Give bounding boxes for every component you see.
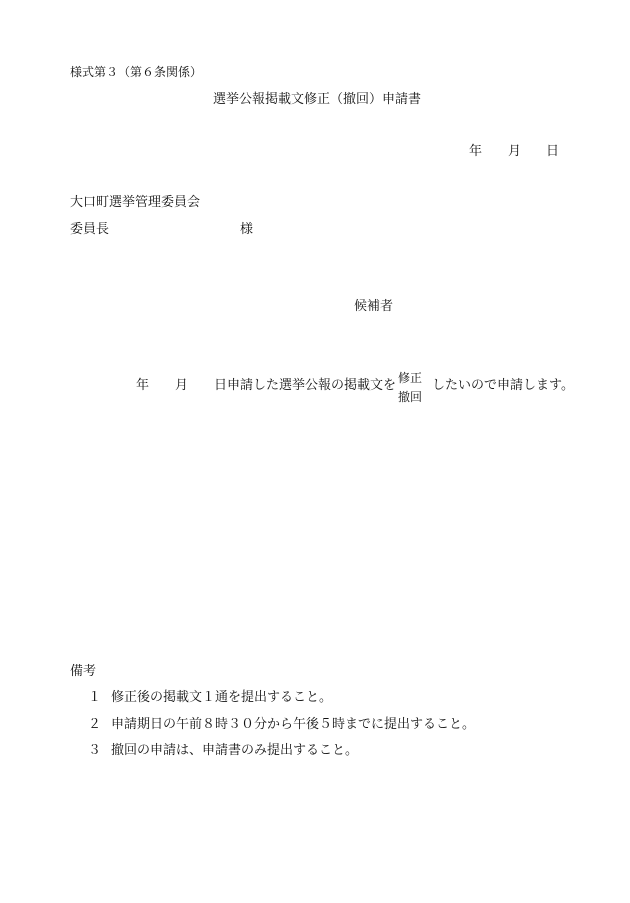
recipient-position: 委員長 (70, 222, 110, 237)
recipient-organization: 大口町選挙管理委員会 (70, 195, 201, 210)
remarks-heading: 備考 (70, 664, 97, 679)
statement-year-label: 年 (136, 378, 150, 393)
date-day-label: 日 (546, 144, 560, 159)
choice-option-revise: 修正 (398, 371, 423, 385)
applicant-label: 候補者 (354, 299, 394, 314)
date-month-label: 月 (508, 144, 522, 159)
document-title: 選挙公報掲載文修正（撤回）申請書 (213, 92, 422, 107)
form-number: 様式第３（第６条関係） (70, 65, 203, 79)
remark-number: ３ (88, 743, 102, 758)
remark-number: ２ (88, 717, 102, 732)
date-year-label: 年 (469, 144, 483, 159)
remark-text: 修正後の掲載文１通を提出すること。 (111, 690, 333, 705)
statement-text-after: したいので申請します。 (432, 378, 574, 393)
remark-number: １ (88, 690, 102, 705)
remark-text: 申請期日の午前８時３０分から午後５時までに提出すること。 (111, 717, 476, 732)
remark-text: 撤回の申請は、申請書のみ提出すること。 (111, 743, 359, 758)
statement-month-label: 月 (175, 378, 189, 393)
choice-option-withdraw: 撤回 (398, 390, 423, 404)
statement-text-before: 日申請した選挙公報の掲載文を (214, 378, 397, 393)
recipient-honorific: 様 (240, 222, 254, 237)
